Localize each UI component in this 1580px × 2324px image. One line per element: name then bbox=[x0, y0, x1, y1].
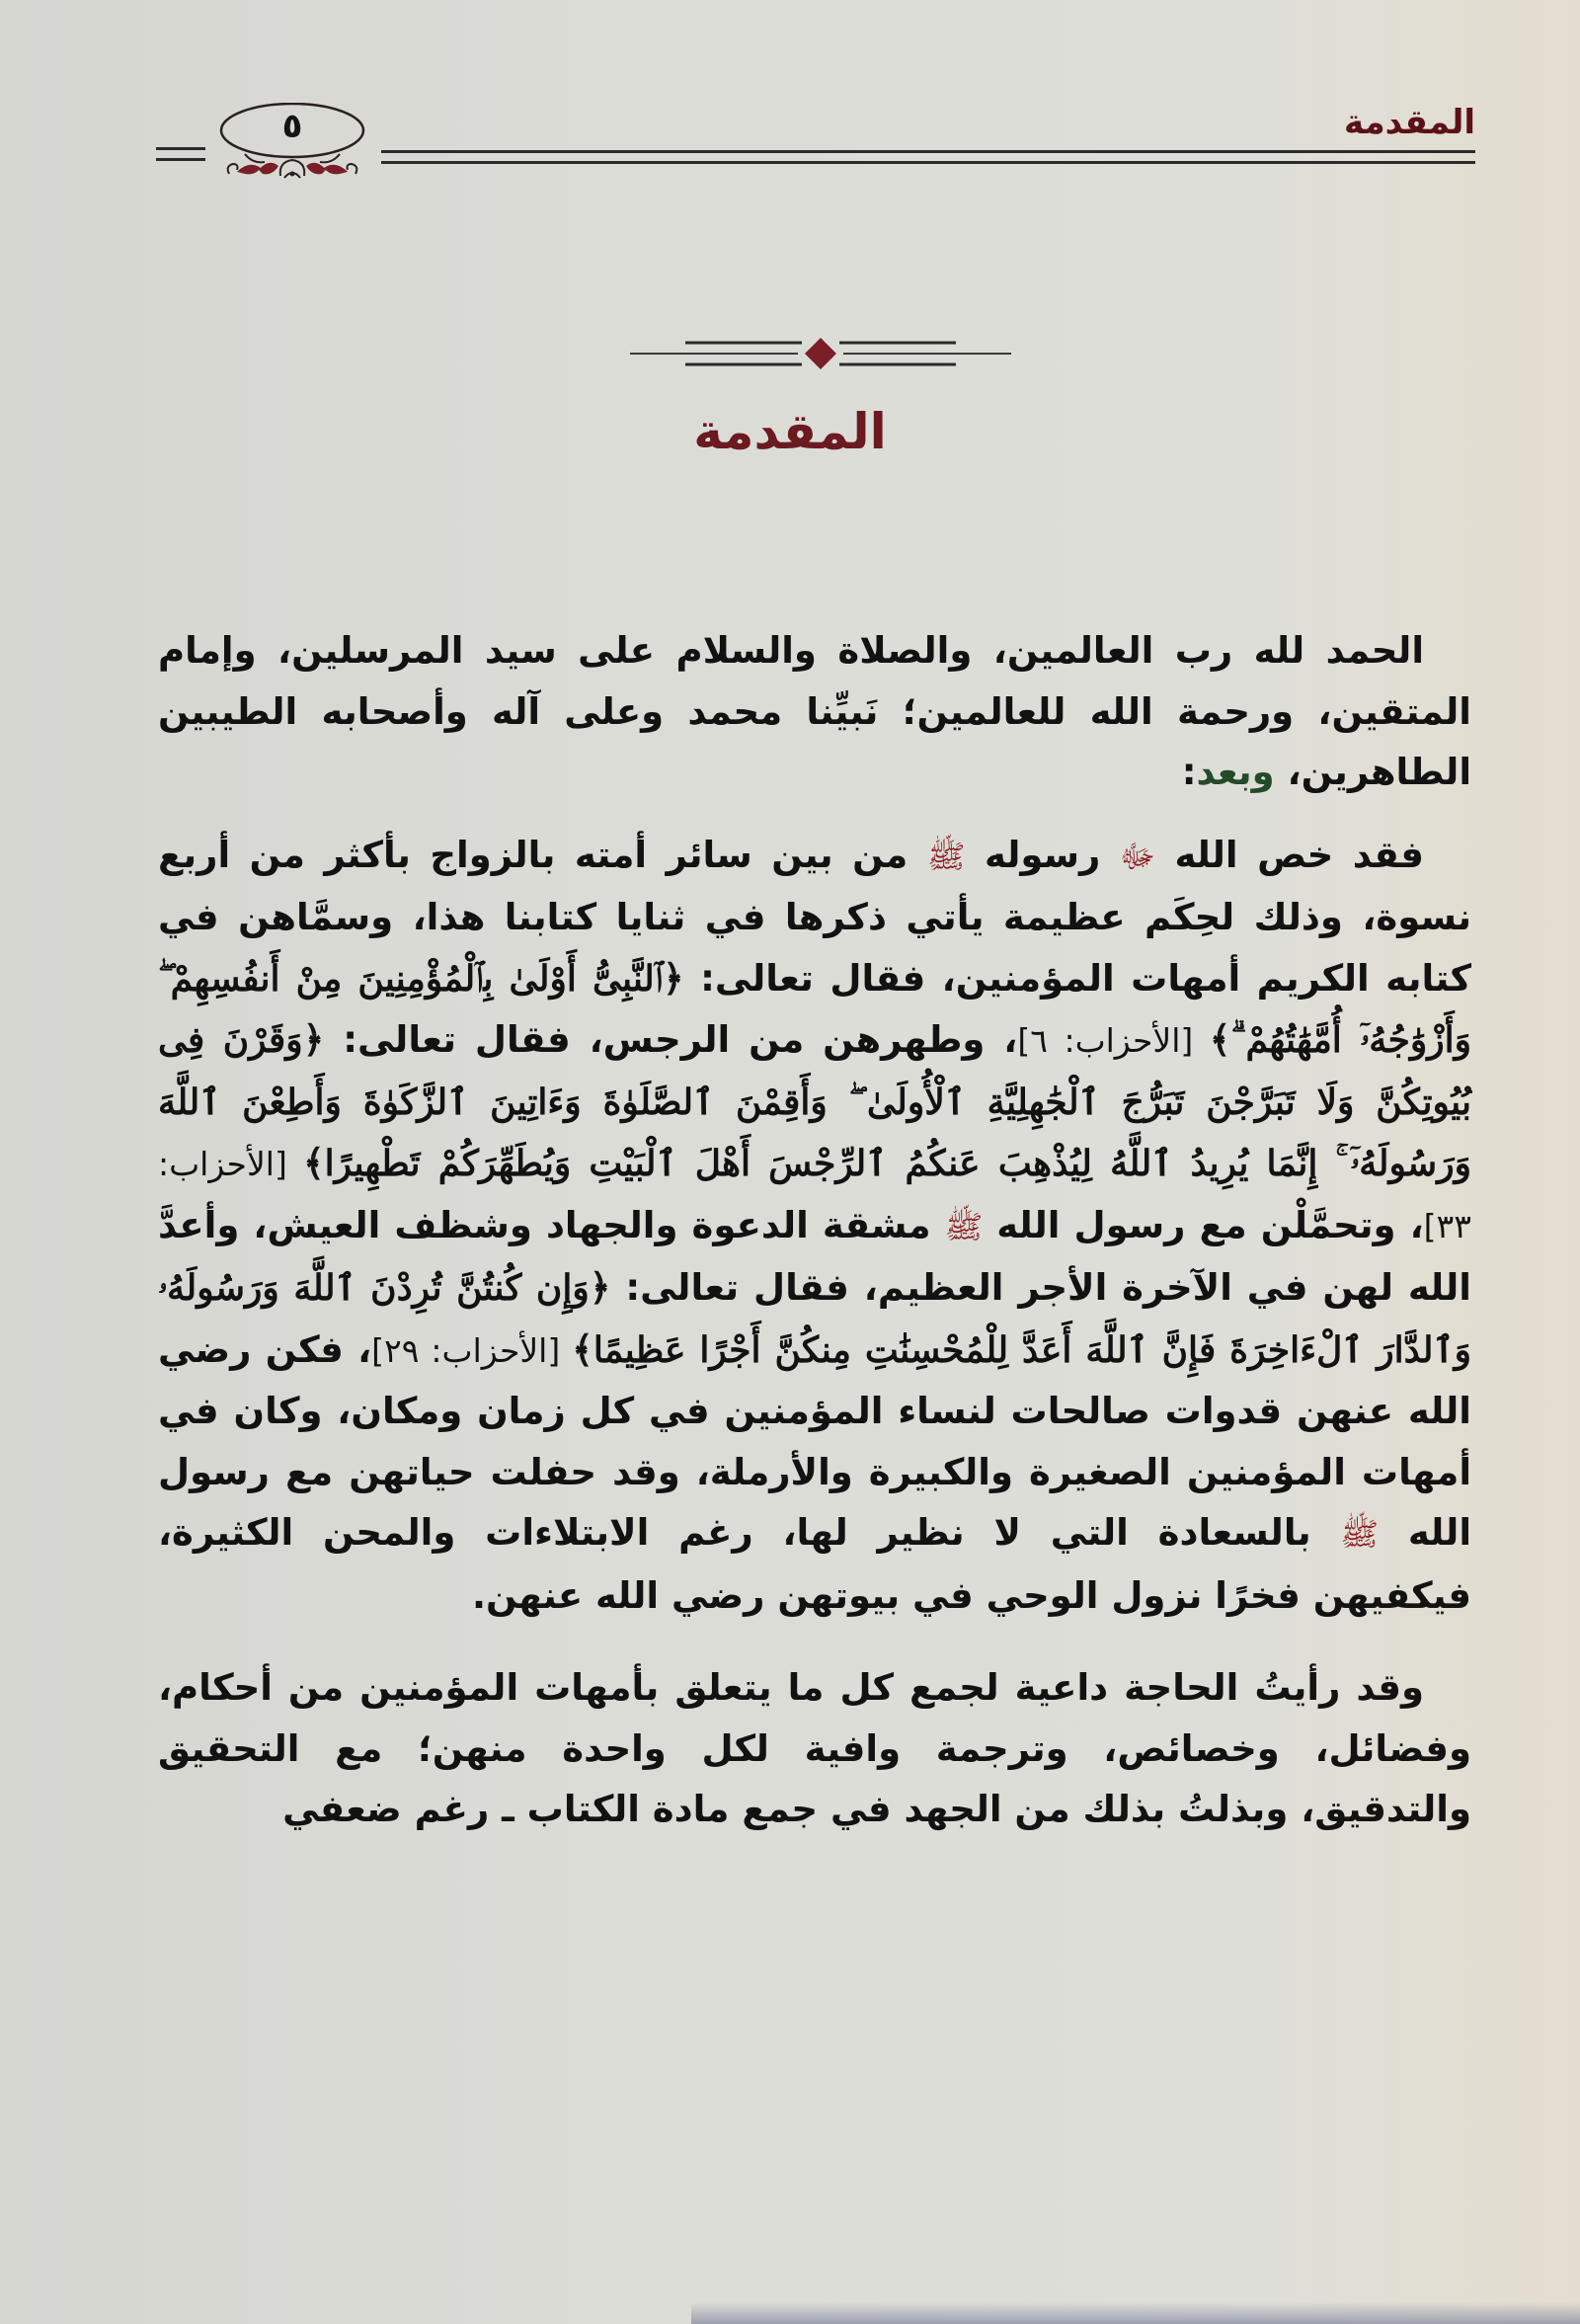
paragraph-mothers-of-believers bbox=[158, 825, 1471, 1627]
body-text bbox=[158, 620, 1471, 1840]
salla-allahu-alayhi-wasallam-icon: ﷺ bbox=[1340, 1515, 1380, 1553]
emphasis-wa-bad: وبعد bbox=[1196, 751, 1275, 793]
verse-citation: [الأحزاب: ٢٩] bbox=[371, 1330, 573, 1370]
header-double-rule-stub bbox=[156, 147, 205, 161]
running-header bbox=[156, 97, 1475, 196]
chapter-title: المقدمة bbox=[693, 403, 887, 460]
text-span: ، وتحمَّلْن مع رسول الله bbox=[983, 1203, 1424, 1246]
quran-verse-ahzab-33: وَقَرْنَ فِى بُيُوتِكُنَّ وَلَا تَبَرَّجْنَ تَبَرُّجَ ٱلْجَٰهِلِيَّةِ ٱلْأُولَىٰ ۖ وَأَقِمْنَ ٱلصَّلَوٰةَ وَءَاتِينَ ٱلزَّكَوٰةَ وَأَطِعْنَ ٱللَّهَ وَرَسُولَهُۥٓ ۚ إِنَّمَا يُرِيدُ ٱللَّهُ لِيُذْهِبَ عَنكُمُ ٱلرِّجْسَ أَهْلَ ٱلْبَيْتِ وَيُطَهِّرَكُمْ تَطْهِيرًا bbox=[158, 1019, 1471, 1184]
text-span: بالسعادة التي لا نظير لها، رغم الابتلاءات والمحن الكثيرة، فيكفيهن فخرًا نزول الوحي في بيوتهن رضي الله عنهن. bbox=[158, 1511, 1471, 1617]
text-span: مشقة الدعوة والجهاد وشظف العيش، وأعدَّ الله لهن في الآخرة الأجر العظيم، فقال تعالى: bbox=[158, 1203, 1471, 1309]
paragraph-text: الحمد لله رب العالمين، والصلاة والسلام على سيد المرسلين، وإمام المتقين، ورحمة الله للعالمين؛ نَبيِّنا محمد وعلى آله وأصحابه الطيبين الطاهرين، bbox=[158, 629, 1471, 793]
text-span: ، وطهرهن من الرجس، فقال تعالى: bbox=[324, 1018, 1018, 1061]
verse-citation: [الأحزاب: ٦] bbox=[1017, 1021, 1210, 1060]
running-title: المقدمة bbox=[1344, 103, 1475, 142]
verse-citation: [الأحزاب: ٣٣] bbox=[158, 1145, 1471, 1245]
salla-allahu-alayhi-wasallam-icon: ﷺ bbox=[944, 1207, 984, 1245]
chapter-divider-ornament bbox=[628, 336, 1013, 379]
text-span: ، فكن رضي الله عنهن قدوات صالحات لنساء المؤمنين في كل زمان ومكان، وكان في أمهات المؤمنين الصغيرة والكبيرة والأرملة، وقد حفلت حياتهن مع رسول الله bbox=[158, 1327, 1472, 1554]
quran-close-bracket-icon: ﴾ bbox=[1209, 1018, 1231, 1061]
header-double-rule bbox=[381, 150, 1475, 164]
quran-open-bracket-icon: ﴿ bbox=[302, 1018, 325, 1061]
page-number-badge bbox=[215, 103, 369, 188]
subhanahu-wa-taala-icon: ﷻ bbox=[1119, 837, 1155, 875]
salla-allahu-alayhi-wasallam-icon: ﷺ bbox=[926, 837, 966, 875]
diamond-divider-icon bbox=[628, 336, 1013, 379]
text-span: فقد خص الله bbox=[1154, 833, 1424, 876]
text-span: رسوله bbox=[965, 833, 1120, 876]
page-number: ٥ bbox=[281, 107, 303, 146]
paragraph-text: وقد رأيتُ الحاجة داعية لجمع كل ما يتعلق بأمهات المؤمنين من أحكام، وفضائل، وخصائص، وترجمة وافية لكل واحدة منهن؛ مع التحقيق والتدقيق، وبذلتُ بذلك من الجهد في جمع مادة الكتاب ـ رغم ضعفي bbox=[158, 1666, 1471, 1830]
paragraph-purpose bbox=[158, 1657, 1471, 1840]
paragraph-opening bbox=[158, 620, 1471, 803]
quran-close-bracket-icon: ﴾ bbox=[572, 1327, 593, 1371]
text-span: من بين سائر أمته بالزواج بأكثر من أربع نسوة، وذلك لحِكَم عظيمة يأتي ذكرها في ثنايا كتابنا هذا، وسمَّاهن في كتابه الكريم أمهات المؤمنين، فقال تعالى: bbox=[158, 833, 1472, 1000]
colon: : bbox=[1181, 751, 1197, 793]
page-edge-shadow bbox=[691, 2302, 1580, 2324]
quran-open-bracket-icon: ﴿ bbox=[662, 956, 684, 1000]
quran-open-bracket-icon: ﴿ bbox=[589, 1266, 611, 1309]
quran-close-bracket-icon: ﴾ bbox=[302, 1142, 325, 1184]
quran-verse-ahzab-29: وَإِن كُنتُنَّ تُرِدْنَ ٱللَّهَ وَرَسُولَهُۥ وَٱلدَّارَ ٱلْءَاخِرَةَ فَإِنَّ ٱللَّهَ أَعَدَّ لِلْمُحْسِنَٰتِ مِنكُنَّ أَجْرًا عَظِيمًا bbox=[158, 1267, 1471, 1371]
quran-verse-ahzab-6: ٱلنَّبِىُّ أَوْلَىٰ بِٱلْمُؤْمِنِينَ مِنْ أَنفُسِهِمْ ۖ وَأَزْوَٰجُهُۥٓ أُمَّهَٰتُهُمْ ۗ bbox=[158, 957, 1471, 1061]
